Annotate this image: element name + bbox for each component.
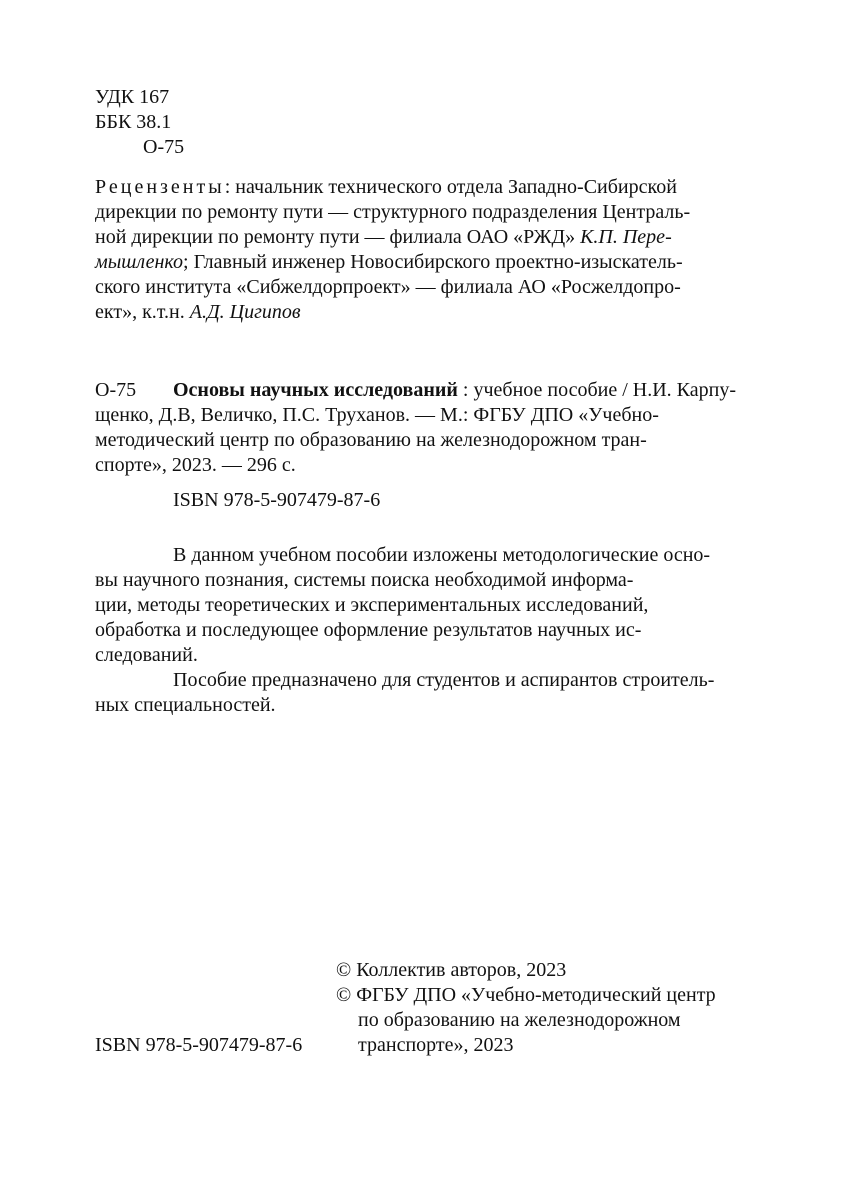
bbk-code: ББК 38.1 xyxy=(95,111,172,133)
catalog-line-2: щенко, Д.В, Величко, П.С. Труханов. — М.: ФГБУ ДПО «Учебно- xyxy=(95,404,659,426)
catalog-isbn: ISBN 978-5-907479-87-6 xyxy=(173,489,381,511)
catalog-line-3: методический центр по образованию на железнодорожном тран- xyxy=(95,429,647,451)
annotation-line: Пособие предназначено для студентов и аспирантов строитель- xyxy=(173,669,715,691)
catalog-line-4: спорте», 2023. — 296 с. xyxy=(95,454,296,476)
reviewers-line-4-text: ; Главный инженер Новосибирского проектно-изыскатель- xyxy=(183,251,683,273)
book-title: Основы научных исследований xyxy=(173,379,458,401)
reviewers-line-1 xyxy=(95,175,677,199)
reviewers-line-3-text: ной дирекции по ремонту пути — филиала ОАО «РЖД» xyxy=(95,226,581,248)
copyright-line: транспорте», 2023 xyxy=(358,1034,514,1056)
reviewer-name-2: А.Д. Цигипов xyxy=(189,301,301,323)
reviewer-name-1: К.П. Пере- xyxy=(580,226,672,248)
reviewers-line-1-text: : начальник технического отдела Западно-Сибирской xyxy=(224,176,677,198)
annotation-line: обработка и последующее оформление результатов научных ис- xyxy=(95,619,642,641)
reviewers-line-2: дирекции по ремонту пути — структурного подразделения Централь- xyxy=(95,201,691,223)
annotation-line: следований. xyxy=(95,644,198,666)
annotation-line: ных специальностей. xyxy=(95,694,276,716)
reviewers-line-6-text: ект», к.т.н. xyxy=(95,301,190,323)
catalog-mark: О-75 xyxy=(95,379,137,401)
reviewers-label: Рецензенты xyxy=(95,176,225,198)
author-mark: О-75 xyxy=(143,136,185,158)
annotation-line: В данном учебном пособии изложены методологические осно- xyxy=(173,544,711,566)
reviewer-name-1-cont: мышленко xyxy=(95,251,184,273)
reviewers-line-5: ского института «Сибжелдорпроект» — филиала АО «Росжелдопро- xyxy=(95,276,681,298)
reviewers-line-4 xyxy=(95,250,683,274)
copyright-line: © ФГБУ ДПО «Учебно-методический центр xyxy=(336,984,716,1006)
reviewers-line-6 xyxy=(95,300,301,324)
udk-code: УДК 167 xyxy=(95,86,170,108)
footer-isbn: ISBN 978-5-907479-87-6 xyxy=(95,1034,303,1056)
annotation-line: вы научного познания, системы поиска необходимой информа- xyxy=(95,569,634,591)
copyright-line: по образованию на железнодорожном xyxy=(358,1009,681,1031)
annotation-line: ции, методы теоретических и экспериментальных исследований, xyxy=(95,594,649,616)
reviewers-line-3 xyxy=(95,225,672,249)
copyright-line: © Коллектив авторов, 2023 xyxy=(336,959,567,981)
catalog-line-1-text: : учебное пособие / Н.И. Карпу- xyxy=(457,379,736,401)
catalog-line-1 xyxy=(173,378,736,402)
